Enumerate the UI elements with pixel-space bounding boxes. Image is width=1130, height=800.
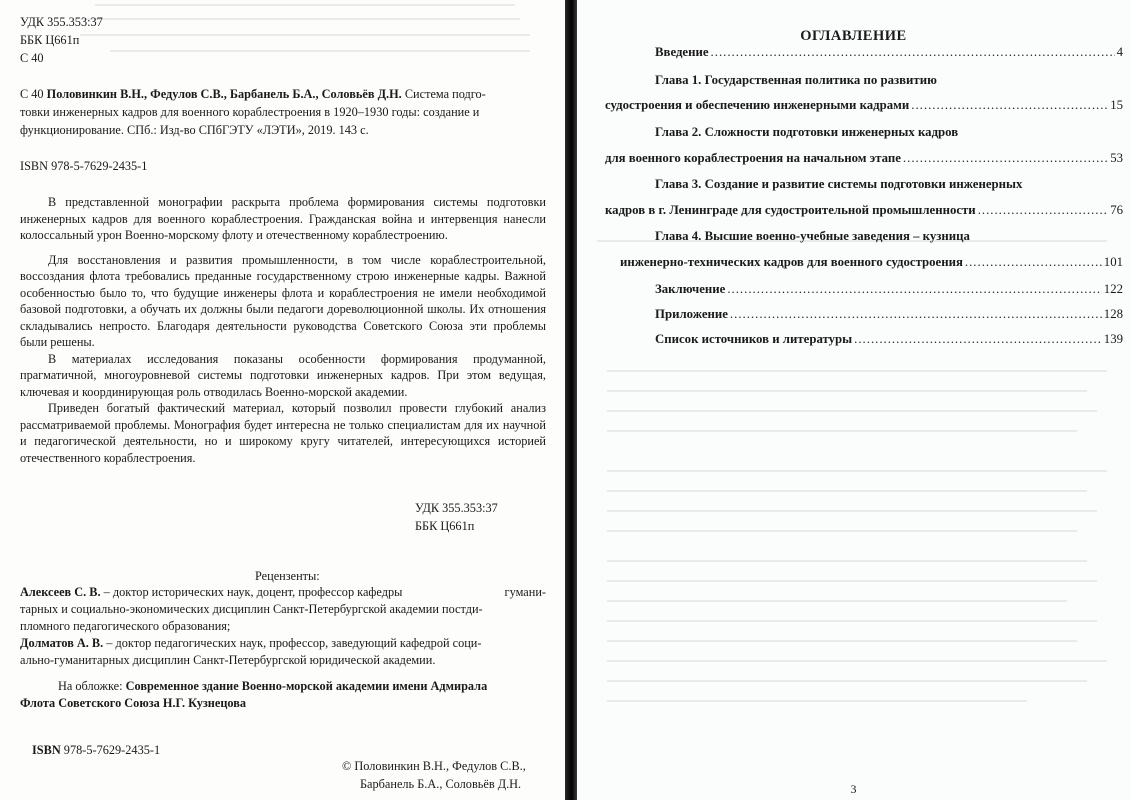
abstract-paragraph: Для восстановления и развития промышленности, в том числе кораблестроительной, воссоздания флота требовались преданные государственному строю инженерные кадры. Важной особенностью было то, что будущие инженеры флота и кораблестроения не имели необходимой базовой подготовки, а обучать их должны были педагоги дореволюционной школы. Их отношения складывались непросто. Благодаря деятельности руководства Советского Союза эти проблемы были решены. [20,252,546,349]
reviewer-2-line-2: ально-гуманитарных дисциплин Санкт-Петербургской юридической академии. [20,653,436,667]
show-through-line [607,560,1087,562]
reviewer-2-desc: – доктор педагогических наук, профессор, заведующий кафедрой соци- [106,636,482,650]
citation-authors: Половинкин В.Н., Федулов С.В., Барбанель Б.А., Соловьёв Д.Н. [46,87,402,101]
show-through-line [607,470,1107,472]
toc-leader-dots [911,97,1108,114]
show-through-line [607,530,1077,532]
toc-entry-label: Введение [655,45,709,59]
toc-entry-chapter-3[interactable] [605,202,1123,219]
page-number: 3 [850,782,857,796]
toc-chapter-3-line-1: Глава 3. Создание и развитие системы подготовки инженерных [655,177,1023,191]
show-through-line [80,18,520,20]
author-code: С 40 [20,51,44,65]
toc-title: ОГЛАВЛЕНИЕ [800,28,907,44]
abstract-paragraph: В представленной монографии раскрыта проблема формирования системы подготовки инженерных кадров для военного кораблестроения. Гражданская война и интервенция нанесли колоссальный урон Военно-морскому флоту и отечественному кораблестроению. [20,195,546,242]
citation-line-3: функционирование. СПб.: Изд-во СПбГЭТУ «ЛЭТИ», 2019. 143 с. [20,123,369,137]
toc-entry-appendix[interactable] [655,306,1123,323]
toc-entry-label: судостроения и обеспечению инженерными кадрами [605,98,910,112]
toc-page-number: 128 [1103,307,1123,321]
show-through-line [607,430,1077,432]
toc-leader-dots [730,306,1102,323]
isbn-value: 978-5-7629-2435-1 [63,743,161,757]
toc-page-number: 15 [1110,98,1123,112]
toc-entry-references[interactable] [655,331,1123,348]
reviewer-1-desc: – доктор исторических наук, доцент, профессор кафедры [103,585,403,599]
cover-note-line-2: Флота Советского Союза Н.Г. Кузнецова [20,696,247,710]
show-through-line [607,370,1107,372]
toc-entry-chapter-4[interactable] [620,254,1123,271]
bbk-bottom: ББК Ц661п [415,519,475,533]
show-through-line [607,410,1097,412]
toc-page-number: 139 [1103,332,1123,346]
citation-title-start: Система подго- [404,87,486,101]
toc-chapter-1-line-1: Глава 1. Государственная политика по развитию [655,73,937,87]
citation-line-1 [20,86,486,102]
show-through-line [607,390,1087,392]
udk-top: УДК 355.353:37 [20,15,103,29]
cover-desc: Современное здание Военно-морской академии имени Адмирала [125,679,488,693]
reviewer-1-line-2: тарных и социально-экономических дисциплин Санкт-Петербургской академии постди- [20,602,483,616]
isbn-label: ISBN [32,743,61,757]
show-through-line [607,620,1097,622]
toc-leader-dots [903,150,1108,167]
cover-label: На обложке: [58,679,123,693]
abstract-paragraph: Приведен богатый фактический материал, который позволил провести глубокий анализ рассматриваемой проблемы. Монография будет интересна не только специалистам для их научной и педагогической деятельности, но и широкому кругу читателей, интересующихся историей отечественного кораблестроения. [20,401,546,465]
toc-entry-label: кадров в г. Ленинграде для судостроительной промышленности [605,203,976,217]
show-through-line [95,4,515,6]
bbk-top: ББК Ц661п [20,33,80,47]
show-through-line [607,680,1087,682]
toc-page-number: 101 [1103,255,1123,269]
copyright-line-1: © Половинкин В.Н., Федулов С.В., [342,759,526,773]
isbn-bottom [32,742,160,758]
toc-leader-dots [711,44,1115,61]
reviewer-1-name: Алексеев С. В. [20,585,101,599]
toc-leader-dots [854,331,1102,348]
abstract [20,194,546,466]
abstract-paragraph: В материалах исследования показаны особенности формирования продуманной, прагматичной, многоуровневой системы подготовки инженерных кадров. При этом ведущая, ключевая и координирующая роль отводилась Военно-морской академии. [20,351,546,399]
udk-bottom: УДК 355.353:37 [415,501,498,515]
book-spine [565,0,577,800]
show-through-line [607,640,1077,642]
show-through-line [607,660,1107,662]
isbn-top: ISBN 978-5-7629-2435-1 [20,159,148,173]
toc-entry-chapter-1[interactable] [605,97,1123,114]
toc-leader-dots [965,254,1102,271]
show-through-line [607,490,1087,492]
show-through-line [80,34,530,36]
reviewer-2-line-1 [20,635,481,651]
toc-page-number: 122 [1103,282,1123,296]
toc-page-number: 76 [1110,203,1123,217]
reviewer-1-line-1 [20,584,546,600]
show-through-line [607,510,1097,512]
toc-entry-introduction[interactable] [655,44,1123,61]
toc-chapter-2-line-1: Глава 2. Сложности подготовки инженерных кадров [655,125,959,139]
show-through-line [607,600,1067,602]
toc-entry-label: Заключение [655,282,726,296]
show-through-line [110,50,530,52]
toc-page-number: 53 [1110,151,1123,165]
toc-page-number: 4 [1116,45,1123,59]
toc-entry-label: инженерно-технических кадров для военного судостроения [620,255,963,269]
toc-entry-chapter-2[interactable] [605,150,1123,167]
toc-entry-label: для военного кораблестроения на начальном этапе [605,151,901,165]
citation-code: С 40 [20,87,44,101]
right-page [577,0,1130,800]
toc-entry-label: Приложение [655,307,728,321]
cover-note-line-1 [58,678,487,694]
toc-entry-label: Список источников и литературы [655,332,853,346]
show-through-line [607,580,1097,582]
toc-entry-conclusion[interactable] [655,281,1123,298]
reviewer-2-name: Долматов А. В. [20,636,104,650]
reviewer-1-line-3: пломного педагогического образования; [20,619,231,633]
reviewers-heading: Рецензенты: [255,569,320,583]
copyright-line-2: Барбанель Б.А., Соловьёв Д.Н. [360,777,522,791]
citation-line-2: товки инженерных кадров для военного кораблестроения в 1920–1930 годы: создание и [20,105,480,119]
toc-leader-dots [978,202,1109,219]
reviewer-1-desc-end: гумани- [504,585,546,599]
toc-chapter-4-line-1: Глава 4. Высшие военно-учебные заведения – кузница [655,229,970,243]
toc-leader-dots [727,281,1101,298]
show-through-line [607,700,1027,702]
